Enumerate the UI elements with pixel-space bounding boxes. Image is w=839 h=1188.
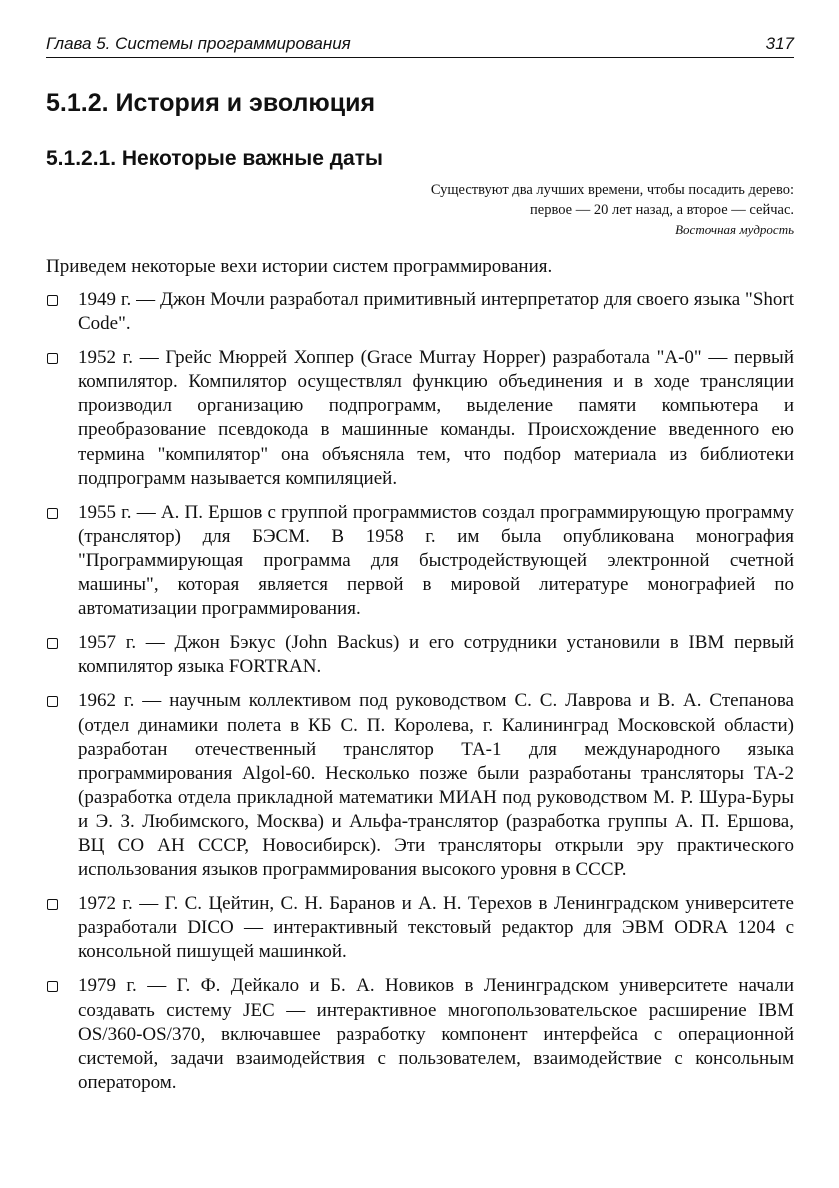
intro-paragraph: Приведем некоторые вехи истории систем программирования. — [46, 256, 553, 277]
epigraph-line: первое — 20 лет назад, а второе — сейчас. — [530, 202, 794, 218]
list-item — [46, 501, 794, 621]
section-title: 5.1.2. История и эволюция — [46, 89, 376, 117]
epigraph-line: Существуют два лучших времени, чтобы посадить дерево: — [430, 182, 794, 198]
running-head — [46, 34, 794, 58]
list-item-text: 1949 г. — Джон Мочли разработал примитивный интерпретатор для своего языка "Short Code". — [78, 289, 794, 335]
checkbox-bullet-icon — [47, 638, 58, 649]
checkbox-bullet-icon — [47, 508, 58, 519]
list-item-text: 1957 г. — Джон Бэкус (John Backus) и его сотрудники установили в IBM первый компилятор языка FORTRAN. — [78, 632, 794, 678]
list-item-text: 1972 г. — Г. С. Цейтин, С. Н. Баранов и А. Н. Терехов в Ленинградском университете разработали DICO — интерактивный текстовый редактор для ЭВМ ODRA 1204 с консольной пишущей машинкой. — [78, 893, 794, 963]
checkbox-bullet-icon — [47, 899, 58, 910]
checkbox-bullet-icon — [47, 353, 58, 364]
list-item — [46, 974, 794, 1094]
list-item-text: 1952 г. — Грейс Мюррей Хоппер (Grace Murray Hopper) разработала "A-0" — первый компилятор. Компилятор осуществлял функцию объединения и в ходе трансляции производил организацию подпрограмм, выделение памяти компьютера и преобразование псевдокода в машинные команды. Происхождение введенного ею термина "компилятор" она объясняла тем, что подбор материала из библиотеки подпрограмм называется компиляцией. — [78, 347, 794, 489]
chapter-title: Глава 5. Системы программирования — [46, 34, 351, 53]
list-item-text: 1979 г. — Г. Ф. Дейкало и Б. А. Новиков в Ленинградском университете начали создавать систему JEC — интерактивное многопользовательское расширение IBM OS/360-OS/370, включавшее разработку компонент интерфейса с операционной системой, задачи взаимодействия с пользователем, взаимодействие с консольным оператором. — [78, 975, 794, 1093]
list-item-text: 1962 г. — научным коллективом под руководством С. С. Лаврова и В. А. Степанова (отдел динамики полета в КБ С. П. Королева, г. Калининград Московской области) разработан отечественный транслятор ТА-1 для международного языка программирования Algol-60. Несколько позже были разработаны трансляторы ТА-2 (разработка отдела прикладной математики МИАН под руководством М. Р. Шура-Буры и Э. З. Любимского, Москва) и Альфа-транслятор (разработка группы А. П. Ершова, ВЦ СО АН СССР, Новосибирск). Эти трансляторы открыли эру практического использования языков программирования высокого уровня в СССР. — [78, 690, 794, 881]
list-item — [46, 892, 794, 964]
page-number: 317 — [765, 34, 794, 53]
checkbox-bullet-icon — [47, 696, 58, 707]
epigraph — [431, 180, 794, 239]
list-item — [46, 689, 794, 882]
epigraph-attribution: Восточная мудрость — [675, 222, 794, 237]
list-item — [46, 631, 794, 679]
book-page — [46, 34, 794, 1093]
list-item — [46, 346, 794, 491]
list-item — [46, 288, 794, 336]
checkbox-bullet-icon — [47, 295, 58, 306]
milestone-list — [46, 288, 794, 1105]
subsection-title: 5.1.2.1. Некоторые важные даты — [46, 147, 383, 170]
checkbox-bullet-icon — [47, 981, 58, 992]
list-item-text: 1955 г. — А. П. Ершов с группой программистов создал программирующую программу (транслятор) для БЭСМ. В 1958 г. им была опубликована монография "Программирующая программа для быстродействующей электронной счетной машины", которая является первой в мировой литературе монографией по автоматизации программирования. — [78, 501, 794, 620]
